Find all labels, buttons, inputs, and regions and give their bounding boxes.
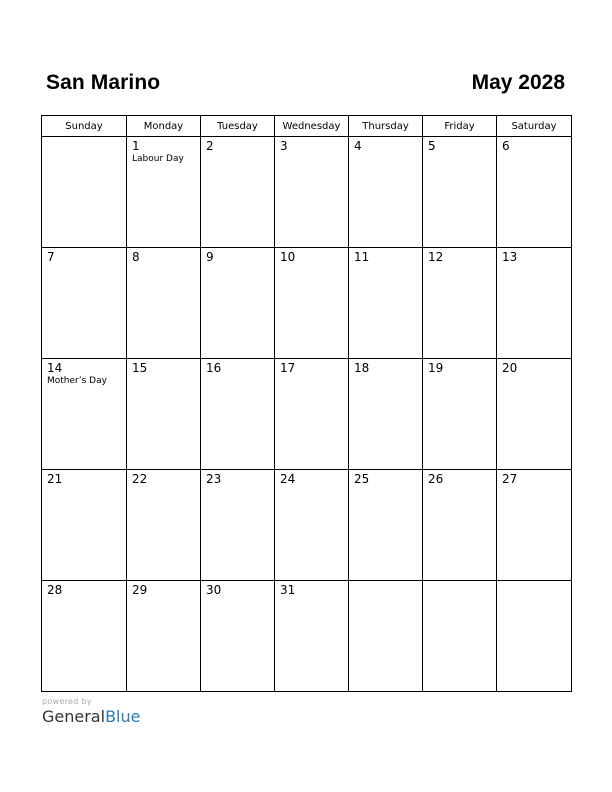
day-cell — [349, 581, 423, 692]
day-cell — [423, 470, 497, 581]
day-number: 16 — [206, 361, 222, 375]
day-number: 11 — [354, 250, 370, 264]
calendar-month-title: May 2028 — [471, 71, 565, 94]
day-number: 28 — [47, 583, 63, 597]
day-cell — [423, 248, 497, 359]
weekday-header: Friday — [423, 116, 497, 137]
day-cell — [127, 248, 201, 359]
day-cell — [275, 470, 349, 581]
day-cell — [349, 248, 423, 359]
day-cell — [42, 470, 127, 581]
holiday-label: Labour Day — [132, 154, 184, 164]
day-number: 2 — [206, 139, 214, 153]
day-number: 15 — [132, 361, 148, 375]
day-cell — [423, 581, 497, 692]
day-cell — [423, 359, 497, 470]
day-number: 6 — [502, 139, 510, 153]
day-cell — [127, 581, 201, 692]
day-number: 8 — [132, 250, 140, 264]
day-number: 27 — [502, 472, 518, 486]
weekday-header: Monday — [127, 116, 201, 137]
day-number: 12 — [428, 250, 444, 264]
holiday-label: Mother’s Day — [47, 376, 107, 386]
day-cell — [497, 137, 572, 248]
day-number: 4 — [354, 139, 362, 153]
day-number: 5 — [428, 139, 436, 153]
day-number: 9 — [206, 250, 214, 264]
calendar-grid — [41, 115, 572, 692]
day-cell — [201, 137, 275, 248]
day-cell — [42, 359, 127, 470]
day-cell — [201, 581, 275, 692]
day-cell — [275, 248, 349, 359]
weekday-header: Wednesday — [275, 116, 349, 137]
weekday-header: Sunday — [42, 116, 127, 137]
day-number: 31 — [280, 583, 296, 597]
day-number: 10 — [280, 250, 296, 264]
day-number: 19 — [428, 361, 444, 375]
day-cell — [349, 470, 423, 581]
day-cell — [201, 359, 275, 470]
week-row — [42, 359, 572, 470]
day-number: 30 — [206, 583, 222, 597]
day-cell — [42, 248, 127, 359]
day-cell — [275, 359, 349, 470]
day-cell — [127, 470, 201, 581]
day-cell — [497, 581, 572, 692]
day-number: 29 — [132, 583, 148, 597]
weekday-header: Thursday — [349, 116, 423, 137]
day-number: 23 — [206, 472, 222, 486]
brand-logo — [42, 707, 140, 726]
day-cell — [497, 248, 572, 359]
day-cell — [127, 359, 201, 470]
brand-name-part1: General — [42, 707, 106, 726]
day-cell — [349, 137, 423, 248]
week-row — [42, 137, 572, 248]
day-cell — [127, 137, 201, 248]
weekday-header-row — [42, 116, 572, 137]
day-number: 17 — [280, 361, 296, 375]
day-number: 24 — [280, 472, 296, 486]
calendar-country-title: San Marino — [46, 71, 161, 94]
day-cell — [42, 137, 127, 248]
day-cell — [423, 137, 497, 248]
weekday-header: Saturday — [497, 116, 572, 137]
day-number: 22 — [132, 472, 148, 486]
day-number: 3 — [280, 139, 288, 153]
day-number: 25 — [354, 472, 370, 486]
day-cell — [201, 248, 275, 359]
brand-name-part2: Blue — [105, 707, 141, 726]
week-row — [42, 248, 572, 359]
day-number: 20 — [502, 361, 518, 375]
footer-branding — [42, 697, 140, 726]
day-number: 13 — [502, 250, 518, 264]
day-number: 7 — [47, 250, 55, 264]
day-cell — [201, 470, 275, 581]
day-number: 21 — [47, 472, 63, 486]
day-cell — [349, 359, 423, 470]
day-cell — [497, 470, 572, 581]
day-cell — [42, 581, 127, 692]
day-number: 14 — [47, 361, 63, 375]
week-row — [42, 581, 572, 692]
weekday-header: Tuesday — [201, 116, 275, 137]
day-cell — [275, 137, 349, 248]
day-number: 26 — [428, 472, 444, 486]
week-row — [42, 470, 572, 581]
day-number: 1 — [132, 139, 140, 153]
day-cell — [275, 581, 349, 692]
day-number: 18 — [354, 361, 370, 375]
day-cell — [497, 359, 572, 470]
powered-by-label: powered by — [42, 697, 92, 706]
